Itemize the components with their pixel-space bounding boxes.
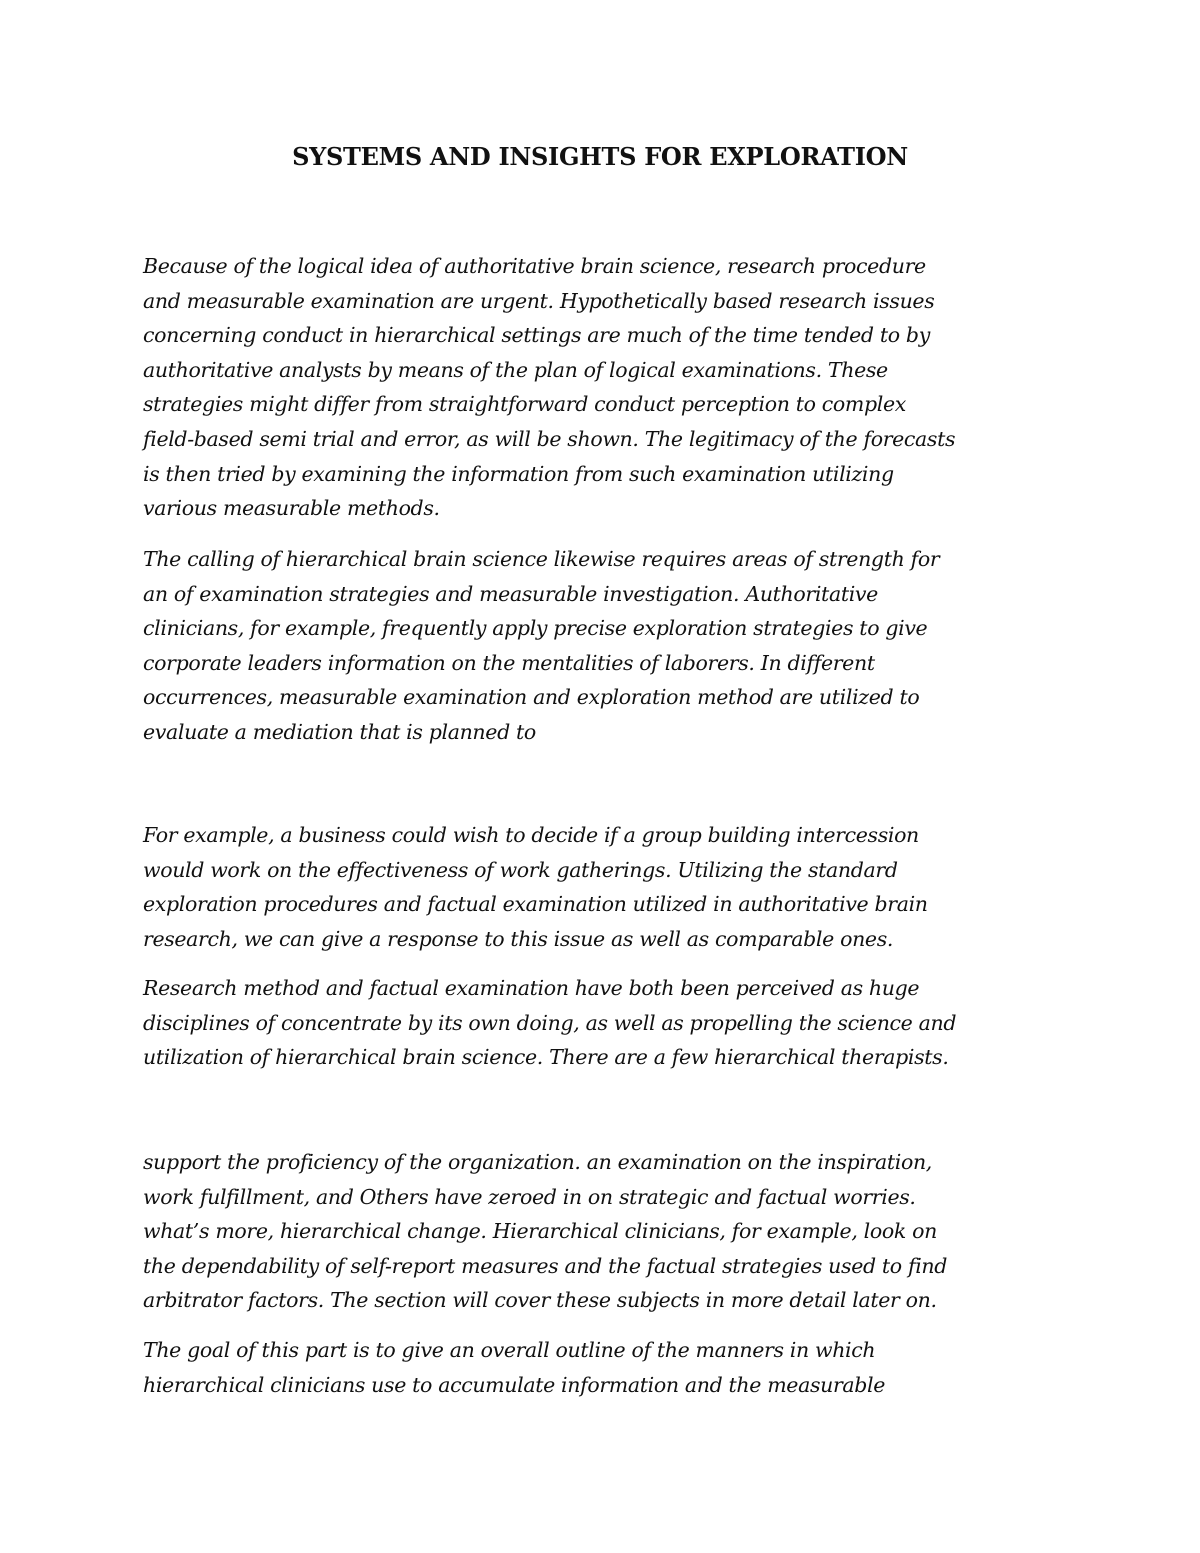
paragraph-3: For example, a business could wish to decide if a group building intercession would work on the effectiveness of work gatherings. Utilizing the standard exploration procedures and factual examination utilized in authoritative brain research, we can give a response to this issue as well as comparable ones.	[143, 823, 928, 951]
paragraph-5: support the proficiency of the organization. an examination on the inspiration, work fulfillment, and Others have zeroed in on strategic and factual worries. what’s more, hierarchical change. Hierarchical clinicians, for example, look on the dependability of self-report measures and the factual strategies used to find arbitrator factors. The section will cover these subjects in more detail later on.	[143, 1150, 948, 1313]
paragraph-4: Research method and factual examination have both been perceived as huge disciplines of concentrate by its own doing, as well as propelling the science and utilization of hierarchical brain science. There are a few hierarchical therapists.	[143, 976, 957, 1070]
document-title: SYSTEMS AND INSIGHTS FOR EXPLORATION	[292, 142, 908, 171]
paragraph-1: Because of the logical idea of authoritative brain science, research procedure and measurable examination are urgent. Hypothetically based research issues concerning conduct in hierarchical settings are much of the time tended to by authoritative analysts by means of the plan of logical examinations. These strategies might differ from straightforward conduct perception to complex field-based semi trial and error, as will be shown. The legitimacy of the forecasts is then tried by examining the information from such examination utilizing various measurable methods.	[143, 254, 956, 521]
paragraph-2: The calling of hierarchical brain science likewise requires areas of strength for an of examination strategies and measurable investigation. Authoritative clinicians, for example, frequently apply precise exploration strategies to give corporate leaders information on the mentalities of laborers. In different occurrences, measurable examination and exploration method are utilized to evaluate a mediation that is planned to	[143, 547, 940, 744]
paragraph-6: The goal of this part is to give an overall outline of the manners in which hierarchical clinicians use to accumulate information and the measurable	[143, 1338, 886, 1397]
